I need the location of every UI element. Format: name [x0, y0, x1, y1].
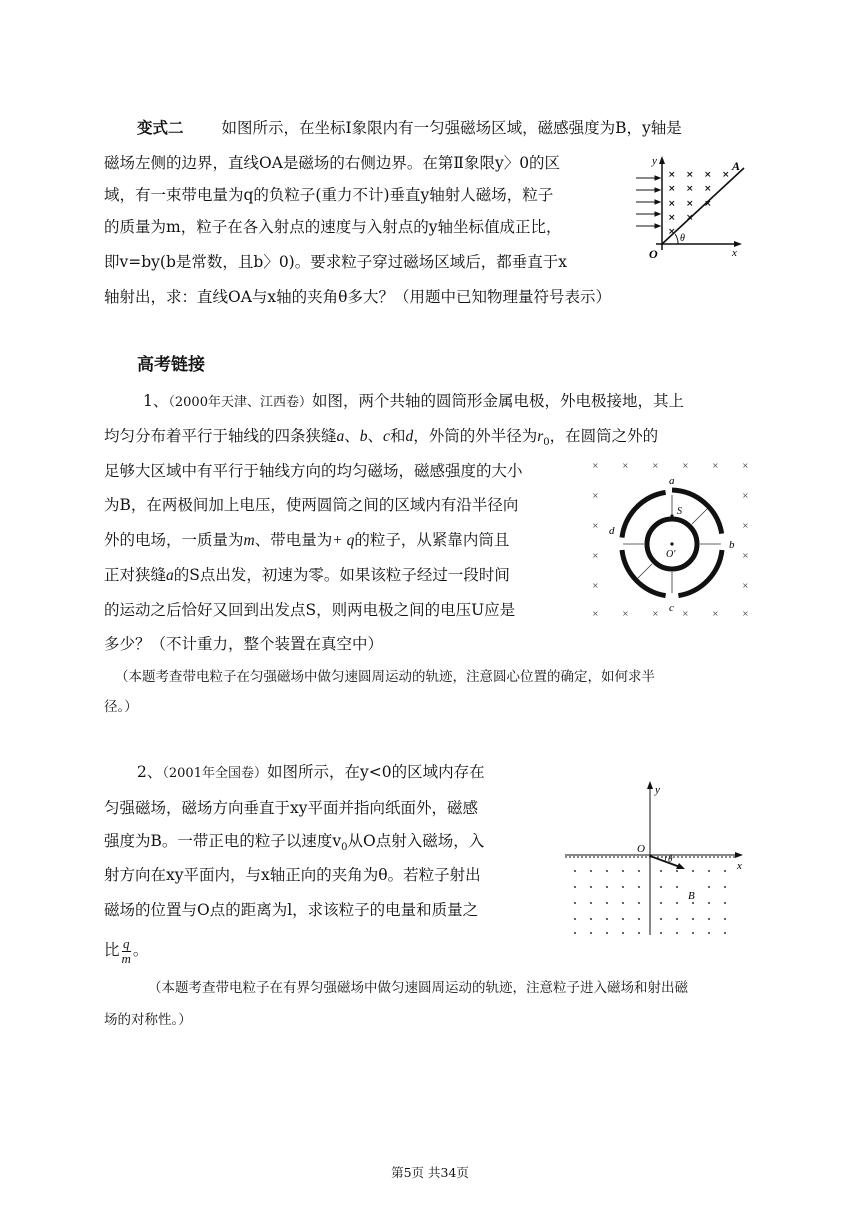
variant2-heading: 变式二 — [137, 118, 184, 137]
fig3-y-label: y — [655, 784, 660, 796]
fig1-O-label: O — [649, 247, 658, 261]
svg-text:×: × — [682, 609, 689, 618]
p1-line-1: 1、（2000年天津、江西卷）如图，两个共轴的圆筒形金属电极，外电极接地，其上 — [143, 392, 684, 410]
variant2-line-3: 域，有一束带电量为q的负粒子(重力不计)垂直y轴射人磁场，粒子 — [104, 186, 554, 204]
svg-text:×: × — [742, 551, 749, 560]
svg-text:×: × — [722, 170, 730, 180]
fig2-label-a: a — [669, 475, 675, 487]
p2-line-5: 磁场的位置与O点的距离为l，求该粒子的电量和质量之 — [104, 901, 479, 919]
fig2-label-S: S — [677, 506, 682, 517]
svg-text:×: × — [592, 461, 599, 470]
fig3-theta-label: θ — [668, 854, 673, 864]
p1-line-5: 外的电场，一质量为m、带电量为+ q的粒子，从紧靠内筒且 — [104, 531, 510, 549]
fig3-B-label: B — [688, 890, 695, 902]
svg-text:×: × — [622, 609, 629, 618]
svg-text:×: × — [592, 551, 599, 560]
svg-text:×: × — [652, 461, 659, 470]
fig2-label-O: O' — [666, 549, 676, 560]
svg-text:×: × — [712, 609, 719, 618]
svg-text:×: × — [592, 581, 599, 590]
variant2-line-1: 变式二 如图所示，在坐标Ⅰ象限内有一匀强磁场区域，磁感强度为B，y轴是 — [137, 118, 682, 137]
fig3-O-label: O — [637, 843, 645, 855]
svg-text:×: × — [592, 491, 599, 500]
svg-text:×: × — [704, 184, 712, 194]
p2-line-6: 比 $\frac{q}{m}$ 。 — [104, 935, 149, 966]
variant2-line-2: 磁场左侧的边界，直线OA是磁场的右侧边界。在第Ⅱ象限y〉0的区 — [104, 154, 561, 172]
svg-text:×: × — [592, 609, 599, 618]
svg-text:×: × — [742, 461, 749, 470]
page-footer: 第5页 共34页 — [391, 1165, 469, 1180]
svg-text:×: × — [686, 213, 694, 223]
fig1-y-label: y — [652, 155, 657, 167]
p1-line-8: 多少？（不计重力，整个装置在真空中） — [104, 635, 384, 653]
svg-text:×: × — [704, 170, 712, 180]
svg-text:×: × — [592, 521, 599, 530]
fig1-theta-label: θ — [680, 233, 685, 244]
svg-text:×: × — [682, 461, 689, 470]
svg-text:×: × — [742, 609, 749, 618]
p1-note-line-2: 径。） — [104, 699, 138, 715]
p1-figure — [582, 454, 762, 624]
p2-figure — [565, 775, 750, 940]
p1-note-line-1: （本题考查带电粒子在匀强磁场中做匀速圆周运动的轨迹，注意圆心位置的确定，如何求半 — [115, 669, 655, 685]
svg-text:×: × — [668, 170, 676, 180]
variant2-figure — [628, 150, 748, 265]
p1-line-7: 的运动之后恰好又回到出发点S，则两电极之间的电压U应是 — [104, 601, 516, 619]
p2-line-1: 2、（2001年全国卷）如图所示，在y<0的区域内存在 — [137, 763, 485, 781]
fig2-label-d: d — [609, 525, 615, 537]
p2-line-2: 匀强磁场，磁场方向垂直于xy平面并指向纸面外，磁感 — [104, 799, 478, 817]
svg-text:×: × — [742, 581, 749, 590]
svg-text:×: × — [742, 491, 749, 500]
p2-note-line-2: 场的对称性。） — [104, 1012, 192, 1028]
variant2-line-4: 的质量为m，粒子在各入射点的速度与入射点的y轴坐标值成正比， — [104, 218, 562, 236]
svg-text:×: × — [686, 199, 694, 209]
p2-line-3: 强度为B。一带正电的粒子以速度$v_0$从O点射入磁场，入 — [104, 832, 485, 854]
p2-line-4: 射方向在xy平面内，与x轴正向的夹角为θ。若粒子射出 — [104, 866, 481, 884]
svg-text:×: × — [622, 461, 629, 470]
fig2-label-b: b — [729, 539, 735, 551]
section-title-gaokao: 高考链接 — [137, 355, 205, 375]
svg-text:×: × — [686, 184, 694, 194]
fig1-A-label: A — [732, 159, 741, 173]
svg-text:×: × — [668, 199, 676, 209]
p1-line-6: 正对狭缝a的S点出发，初速为零。如果该粒子经过一段时间 — [104, 566, 510, 584]
fig2-label-c: c — [669, 602, 674, 614]
fig3-x-label: x — [737, 860, 742, 872]
variant2-line-6: 轴射出，求：直线OA与x轴的夹角θ多大？（用题中已知物理量符号表示） — [104, 288, 611, 306]
svg-text:×: × — [712, 461, 719, 470]
svg-text:×: × — [742, 521, 749, 530]
p1-line-4: 为B，在两极间加上电压，使两圆筒之间的区域内有沿半径向 — [104, 496, 519, 514]
svg-text:×: × — [652, 609, 659, 618]
p1-line-3: 足够大区域中有平行于轴线方向的均匀磁场，磁感强度的大小 — [104, 462, 523, 480]
variant2-line-5: 即v=by(b是常数，且b〉0)。要求粒子穿过磁场区域后，都垂直于x — [104, 253, 567, 271]
p2-note-line-1: （本题考查带电粒子在有界匀强磁场中做匀速圆周运动的轨迹，注意粒子进入磁场和射出磁 — [148, 980, 688, 996]
svg-text:×: × — [686, 170, 694, 180]
svg-text:×: × — [668, 227, 676, 237]
fig1-x-label: x — [732, 247, 737, 259]
svg-text:×: × — [668, 184, 676, 194]
svg-text:×: × — [668, 213, 676, 223]
svg-text:×: × — [704, 199, 712, 209]
p1-line-2: 均匀分布着平行于轴线的四条狭缝a、b、c和d，外筒的外半径为$r_0$，在圆筒之外的 — [104, 427, 659, 449]
q-over-m-fraction: $\frac{q}{m}$ — [121, 935, 131, 966]
